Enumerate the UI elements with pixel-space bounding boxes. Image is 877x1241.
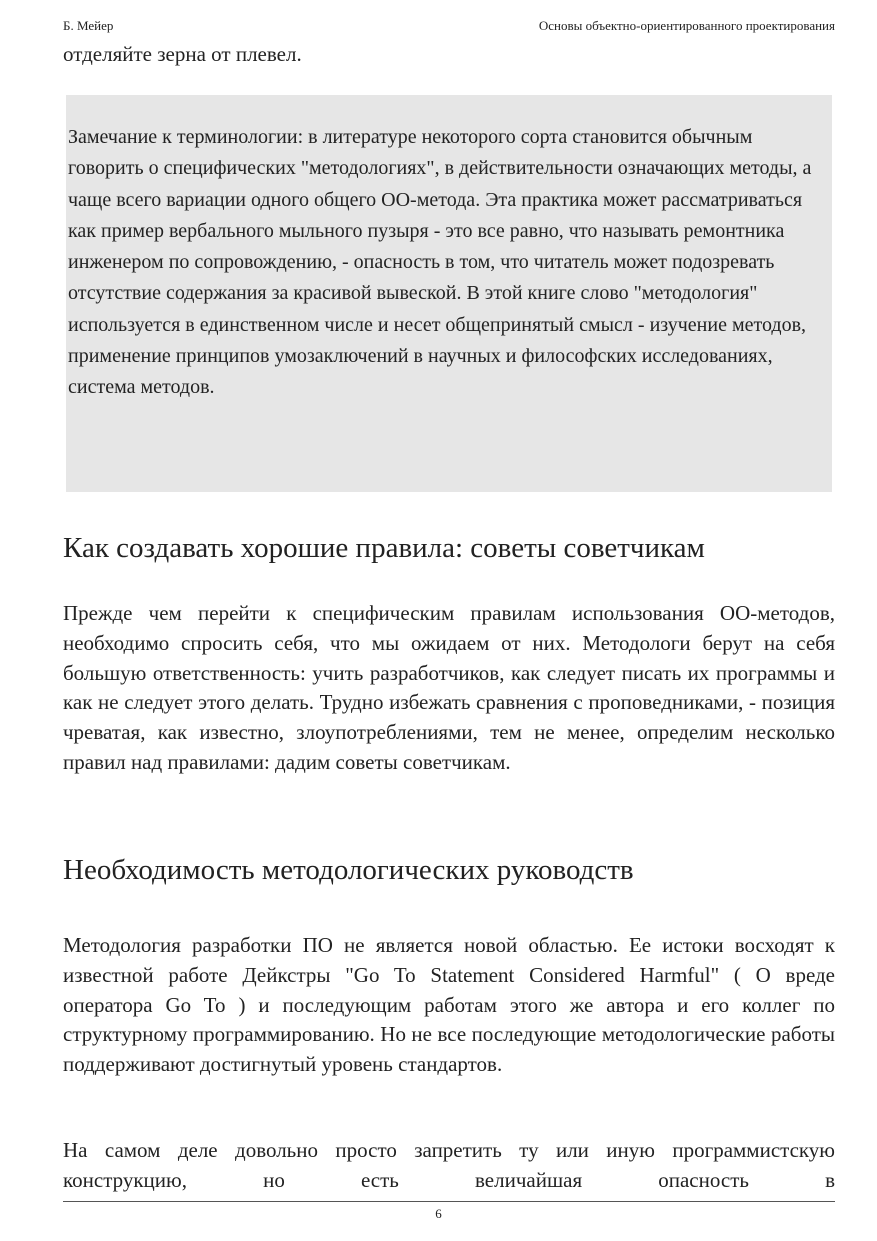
terminology-note-text: Замечание к терминологии: в литературе некоторого сорта становится обычным говорить о специфических "методологиях", в действительности означающих методы, а чаще всего вариации одного общего ОО-метода. Эта практика может рассматриваться как пример вербального мыльного пузыря - это все равно, что называть ремонтника инженером по сопровождению, - опасность в том, что читатель может подозревать отсутствие содержания за красивой вывеской. В этой книге слово "методология" используется в единственном числе и несет общепринятый смысл - изучение методов, применение принципов умозаключений в научных и философских исследованиях, система методов. <box>68 126 812 399</box>
section-heading-guidelines: Необходимость методологических руководств <box>63 854 634 886</box>
terminology-note-box <box>66 95 832 492</box>
page-number: 6 <box>435 1206 442 1221</box>
section-advice-paragraph: Прежде чем перейти к специфическим правилам использования ОО-методов, необходимо спросить себя, что мы ожидаем от них. Методологи берут на себя большую ответственность: учить разработчиков, как следует писать их программы и как не следует этого делать. Трудно избежать сравнения с проповедниками, - позиция чреватая, как известно, злоупотреблениями, тем не менее, определим несколько правил над правилами: дадим советы советчикам. <box>63 601 835 774</box>
section-guidelines-paragraph-2: На самом деле довольно просто запретить ту или иную программистскую конструкцию, но есть величайшая опасность в <box>63 1138 835 1192</box>
header-author: Б. Мейер <box>63 18 114 33</box>
section-heading-advice: Как создавать хорошие правила: советы советчикам <box>63 532 705 564</box>
intro-fragment: отделяйте зерна от плевел. <box>63 42 302 66</box>
section-guidelines-paragraph-1: Методология разработки ПО не является новой областью. Ее истоки восходят к известной работе Дейкстры "Go To Statement Considered Harmful" ( О вреде оператора Go To ) и последующим работам этого же автора и его коллег по структурному программированию. Но не все последующие методологические работы поддерживают достигнутый уровень стандартов. <box>63 933 835 1077</box>
section-guidelines-paragraph-2-container <box>0 1130 877 1198</box>
footer-rule <box>63 1201 835 1202</box>
header-book-title: Основы объектно-ориентированного проектирования <box>538 18 835 33</box>
